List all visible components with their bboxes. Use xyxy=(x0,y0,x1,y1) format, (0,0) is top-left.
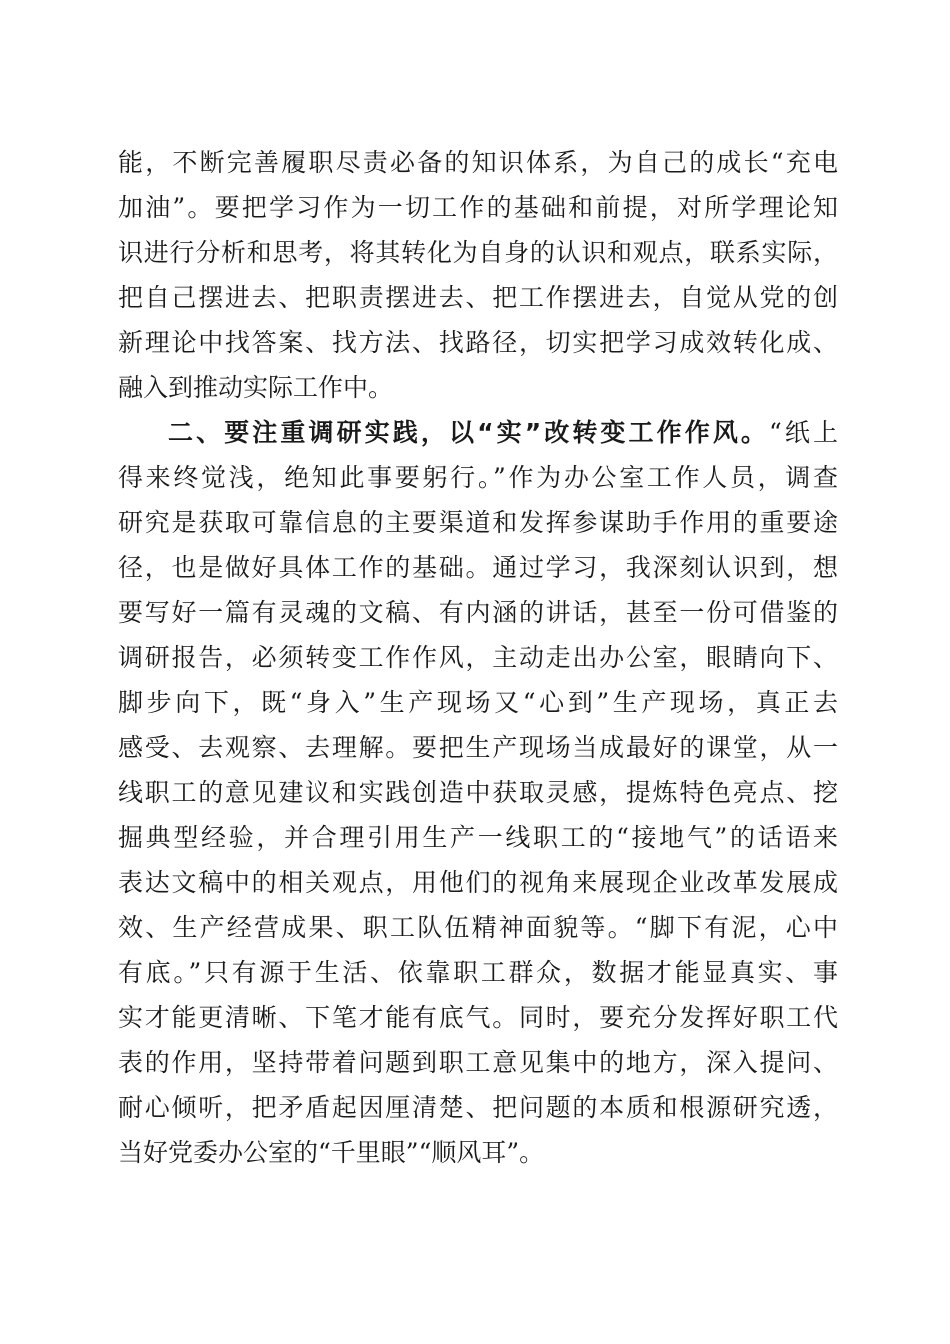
paragraph-2-line-7: 脚步向下，既“身入”生产现场又“心到”生产现场，真正去 xyxy=(118,688,838,717)
paragraph-1-line-2: 加油”。要把学习作为一切工作的基础和前提，对所学理论知 xyxy=(118,193,838,222)
paragraph-2-line-16: 耐心倾听，把矛盾起因厘清楚、把问题的本质和根源研究透， xyxy=(118,1093,838,1122)
paragraph-2-line-5: 要写好一篇有灵魂的文稿、有内涵的讲话，甚至一份可借鉴的 xyxy=(118,598,838,627)
paragraph-2-line-11: 表达文稿中的相关观点，用他们的视角来展现企业改革发展成 xyxy=(118,868,838,897)
paragraph-2-line-14: 实才能更清晰、下笔才能有底气。同时，要充分发挥好职工代 xyxy=(118,1003,838,1032)
paragraph-2-line-15: 表的作用，坚持带着问题到职工意见集中的地方，深入提问、 xyxy=(118,1048,838,1077)
paragraph-2-line-6: 调研报告，必须转变工作作风，主动走出办公室，眼睛向下、 xyxy=(118,643,838,672)
paragraph-1-line-5: 新理论中找答案、找方法、找路径，切实把学习成效转化成、 xyxy=(118,328,838,357)
paragraph-1-line-4: 把自己摆进去、把职责摆进去、把工作摆进去，自觉从党的创 xyxy=(118,283,838,312)
paragraph-2-line-10: 掘典型经验，并合理引用生产一线职工的“接地气”的话语来 xyxy=(118,823,838,852)
paragraph-1-line-1: 能，不断完善履职尽责必备的知识体系，为自己的成长“充电 xyxy=(118,148,838,177)
paragraph-2-line-3: 研究是获取可靠信息的主要渠道和发挥参谋助手作用的重要途 xyxy=(118,508,838,537)
paragraph-2-line-13: 有底。”只有源于生活、依靠职工群众，数据才能显真实、事 xyxy=(118,958,838,987)
paragraph-2-line-4: 径，也是做好具体工作的基础。通过学习，我深刻认识到，想 xyxy=(118,553,838,582)
section-heading: 二、要注重调研实践，以“实”改转变工作作风。 xyxy=(168,418,770,447)
paragraph-2-line-8: 感受、去观察、去理解。要把生产现场当成最好的课堂，从一 xyxy=(118,733,838,762)
paragraph-2-line-9: 线职工的意见建议和实践创造中获取灵感，提炼特色亮点、挖 xyxy=(118,778,838,807)
section-heading-continuation: “纸上 xyxy=(769,418,838,447)
paragraph-2-line-2: 得来终觉浅，绝知此事要躬行。”作为办公室工作人员，调查 xyxy=(118,463,838,492)
paragraph-2-line-17: 当好党委办公室的“千里眼”“顺风耳”。 xyxy=(118,1138,545,1167)
paragraph-1-line-3: 识进行分析和思考，将其转化为自身的认识和观点，联系实际， xyxy=(118,238,838,267)
paragraph-1-line-6: 融入到推动实际工作中。 xyxy=(118,373,394,402)
paragraph-2-line-12: 效、生产经营成果、职工队伍精神面貌等。“脚下有泥，心中 xyxy=(118,913,838,942)
paragraph-2-line-1 xyxy=(168,413,838,453)
